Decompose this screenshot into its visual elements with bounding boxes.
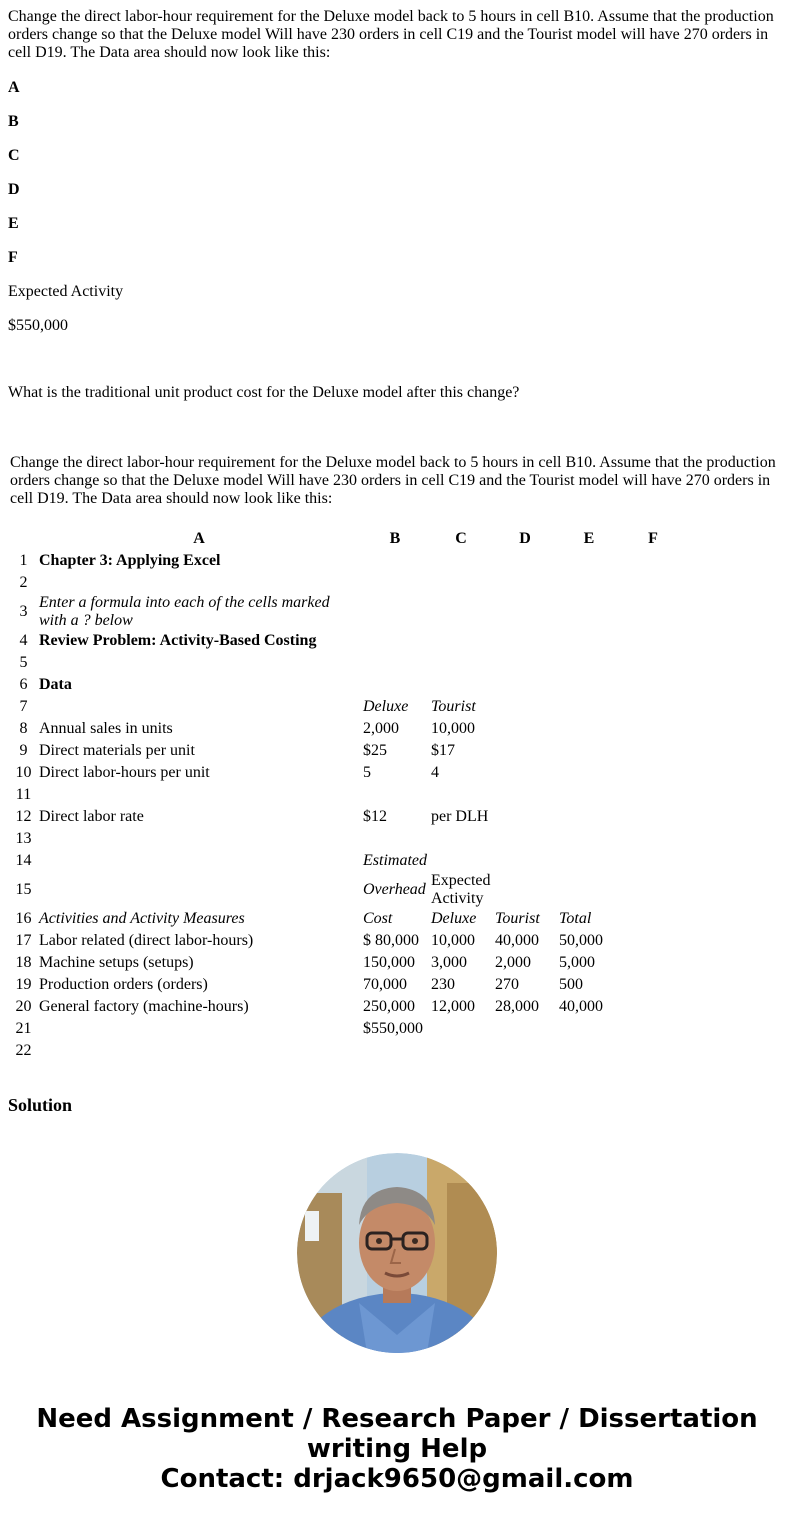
cell-d: 28,000 (495, 998, 539, 1015)
cell-f (621, 850, 685, 872)
cell-e (557, 630, 621, 652)
cell-a: Enter a formula into each of the cells marked with a ? below (39, 594, 330, 629)
col-header-d: D (519, 530, 531, 547)
cell-c: 10,000 (431, 720, 475, 737)
cell-c: $17 (431, 742, 455, 759)
cell-b (361, 784, 429, 806)
row-number: 21 (15, 1020, 32, 1037)
cell-d (493, 806, 557, 828)
cell-f (621, 872, 685, 908)
cell-f (621, 952, 685, 974)
avatar (297, 1153, 497, 1353)
cell-b: Cost (363, 910, 393, 927)
cell-a: General factory (machine-hours) (39, 998, 249, 1015)
cell-e: 40,000 (559, 998, 603, 1015)
row-number: 16 (15, 910, 32, 927)
cell-f (621, 1018, 685, 1040)
cell-f (621, 806, 685, 828)
cell-a: Direct materials per unit (39, 742, 195, 759)
tutor-portrait-image (297, 1153, 497, 1353)
cell-b (361, 572, 429, 594)
column-letter-e: E (8, 215, 19, 232)
cell-b (361, 594, 429, 630)
cell-a: Review Problem: Activity-Based Costing (39, 632, 317, 649)
cell-f (621, 908, 685, 930)
cell-c: per DLH (431, 808, 489, 825)
row-number: 12 (15, 808, 32, 825)
cell-e (557, 550, 621, 572)
row-number: 1 (19, 552, 28, 569)
question-text: What is the traditional unit product cost for the Deluxe model after this change? (8, 384, 520, 401)
cell-e (557, 872, 621, 908)
table-row (10, 784, 685, 806)
cell-c: 4 (431, 764, 439, 781)
cell-f (621, 652, 685, 674)
row-number: 3 (19, 603, 28, 620)
row-number: 9 (19, 742, 28, 759)
cell-d (493, 740, 557, 762)
cell-e (557, 652, 621, 674)
cell-c: Expected Activity (431, 872, 491, 907)
cell-a: Annual sales in units (39, 720, 173, 737)
row-number: 14 (15, 852, 32, 869)
cell-b: Overhead (363, 881, 426, 898)
cell-e (557, 740, 621, 762)
cell-e (557, 762, 621, 784)
table-row (10, 828, 685, 850)
cell-b: $ 80,000 (363, 932, 419, 949)
table-row (10, 872, 685, 908)
cell-a (37, 652, 361, 674)
row-number: 18 (15, 954, 32, 971)
cell-b: Deluxe (363, 698, 409, 715)
cell-a: Machine setups (setups) (39, 954, 194, 971)
cell-b: 2,000 (363, 720, 399, 737)
cell-a: Labor related (direct labor-hours) (39, 932, 254, 949)
table-row (10, 930, 685, 952)
table-row (10, 594, 685, 630)
cell-c (429, 594, 493, 630)
cell-d (493, 850, 557, 872)
cell-a: Chapter 3: Applying Excel (39, 552, 221, 569)
table-row (10, 718, 685, 740)
cell-c (429, 784, 493, 806)
cell-e (557, 1018, 621, 1040)
cell-d (493, 718, 557, 740)
intro-paragraph: Change the direct labor-hour requirement for the Deluxe model back to 5 hours in cell B10. Assume that the production orders change so that the Deluxe model Will have 230 orders in cell C19 and the Tourist model will have 270 orders in cell D19. The Data area should now look like this: (8, 8, 774, 61)
row-number: 11 (15, 786, 32, 803)
cell-f (621, 828, 685, 850)
table-row (10, 652, 685, 674)
row-number: 5 (19, 654, 28, 671)
cell-e (557, 806, 621, 828)
column-letter-b: B (8, 113, 19, 130)
cell-d: 40,000 (495, 932, 539, 949)
cell-b: Estimated (363, 852, 427, 869)
cell-e: Total (559, 910, 592, 927)
table-row (10, 696, 685, 718)
row-number: 20 (15, 998, 32, 1015)
table-row (10, 952, 685, 974)
cell-b (361, 630, 429, 652)
cell-f (621, 572, 685, 594)
cell-c (429, 828, 493, 850)
table-row (10, 630, 685, 652)
cell-e (557, 718, 621, 740)
spreadsheet-data-table (10, 528, 685, 1062)
cell-d (493, 674, 557, 696)
cell-e: 5,000 (559, 954, 595, 971)
cell-a (37, 1018, 361, 1040)
banner-line-2: writing Help (306, 1434, 488, 1464)
cell-c (429, 1040, 493, 1062)
cell-e (557, 696, 621, 718)
cell-f (621, 784, 685, 806)
cell-d (493, 762, 557, 784)
cell-b (361, 550, 429, 572)
cell-d (493, 594, 557, 630)
cell-f (621, 550, 685, 572)
cell-e (557, 828, 621, 850)
cell-c (429, 630, 493, 652)
cell-c: 3,000 (431, 954, 467, 971)
solution-heading: Solution (8, 1095, 73, 1115)
cell-a (37, 696, 361, 718)
cell-e (557, 594, 621, 630)
cell-e (557, 572, 621, 594)
column-letter-f: F (8, 249, 18, 266)
cell-b: $25 (363, 742, 387, 759)
cell-b (361, 674, 429, 696)
banner-line-1: Need Assignment / Research Paper / Dissertation (36, 1404, 758, 1434)
column-letter-c: C (8, 147, 20, 164)
column-letter-a: A (8, 79, 20, 96)
cell-c (429, 572, 493, 594)
cell-c: Tourist (431, 698, 476, 715)
cell-b (361, 828, 429, 850)
cell-a (37, 828, 361, 850)
cell-d (493, 828, 557, 850)
cell-c: 10,000 (431, 932, 475, 949)
table-row (10, 908, 685, 930)
cell-f (621, 740, 685, 762)
col-header-f: F (648, 530, 658, 547)
total-cost-label: $550,000 (8, 317, 68, 334)
cell-c (429, 550, 493, 572)
cell-a (37, 1040, 361, 1062)
row-number: 19 (15, 976, 32, 993)
table-row (10, 572, 685, 594)
cell-d (493, 550, 557, 572)
cell-a: Activities and Activity Measures (39, 910, 245, 927)
cell-d (493, 652, 557, 674)
cell-b: 70,000 (363, 976, 407, 993)
row-number: 2 (19, 574, 28, 591)
table-row (10, 740, 685, 762)
cell-b: $550,000 (363, 1020, 423, 1037)
cell-c (429, 1018, 493, 1040)
row-number: 15 (15, 881, 32, 898)
cell-a (37, 872, 361, 908)
cell-a (37, 784, 361, 806)
cell-b: 250,000 (363, 998, 415, 1015)
cell-d (493, 696, 557, 718)
corner-cell (10, 528, 37, 550)
cell-f (621, 1040, 685, 1062)
cell-f (621, 718, 685, 740)
column-letter-d: D (8, 181, 20, 198)
row-number: 4 (19, 632, 28, 649)
cell-f (621, 630, 685, 652)
cell-f (621, 996, 685, 1018)
row-number: 6 (19, 676, 28, 693)
cell-a: Direct labor-hours per unit (39, 764, 210, 781)
cell-f (621, 674, 685, 696)
cell-d (493, 1018, 557, 1040)
cell-d (493, 872, 557, 908)
cell-e (557, 1040, 621, 1062)
cell-b: 5 (363, 764, 371, 781)
cell-a (37, 850, 361, 872)
table-row (10, 1040, 685, 1062)
row-number: 13 (15, 830, 32, 847)
cell-d: 2,000 (495, 954, 531, 971)
row-number: 17 (15, 932, 32, 949)
table-row (10, 762, 685, 784)
cell-e (557, 850, 621, 872)
table-row (10, 806, 685, 828)
cell-e (557, 784, 621, 806)
cell-d: Tourist (495, 910, 540, 927)
cell-f (621, 762, 685, 784)
cell-e (557, 674, 621, 696)
cell-b: 150,000 (363, 954, 415, 971)
expected-activity-label: Expected Activity (8, 283, 124, 300)
cell-c: 12,000 (431, 998, 475, 1015)
cell-d (493, 630, 557, 652)
cell-d (493, 1040, 557, 1062)
cell-a: Direct labor rate (39, 808, 144, 825)
row-number: 8 (19, 720, 28, 737)
table-row (10, 1018, 685, 1040)
intro-paragraph-repeat: Change the direct labor-hour requirement for the Deluxe model back to 5 hours in cell B10. Assume that the production orders change so that the Deluxe model Will have 230 orders in cell C19 and the Tourist model will have 270 orders in cell D19. The Data area should now look like this: (10, 454, 776, 507)
row-number: 10 (15, 764, 32, 781)
cell-c: Deluxe (431, 910, 477, 927)
cell-a: Data (39, 676, 72, 693)
column-header-row (10, 528, 685, 550)
cell-f (621, 696, 685, 718)
cell-b (361, 1040, 429, 1062)
cell-c (429, 850, 493, 872)
cell-d: 270 (495, 976, 519, 993)
cell-b: $12 (363, 808, 387, 825)
cell-c (429, 674, 493, 696)
cell-a: Production orders (orders) (39, 976, 208, 993)
table-row (10, 996, 685, 1018)
table-row (10, 974, 685, 996)
promo-banner (0, 1404, 794, 1494)
table-row (10, 550, 685, 572)
cell-f (621, 594, 685, 630)
cell-e: 500 (559, 976, 583, 993)
row-number: 7 (19, 698, 28, 715)
cell-f (621, 974, 685, 996)
cell-c: 230 (431, 976, 455, 993)
cell-e: 50,000 (559, 932, 603, 949)
col-header-e: E (583, 530, 595, 547)
table-row (10, 850, 685, 872)
col-header-c: C (455, 530, 467, 547)
cell-d (493, 784, 557, 806)
col-header-a: A (193, 530, 205, 547)
cell-b (361, 652, 429, 674)
cell-f (621, 930, 685, 952)
cell-a (37, 572, 361, 594)
table-row (10, 674, 685, 696)
row-number: 22 (15, 1042, 32, 1059)
banner-line-3: Contact: drjack9650@gmail.com (160, 1464, 634, 1494)
cell-c (429, 652, 493, 674)
cell-d (493, 572, 557, 594)
col-header-b: B (389, 530, 401, 547)
